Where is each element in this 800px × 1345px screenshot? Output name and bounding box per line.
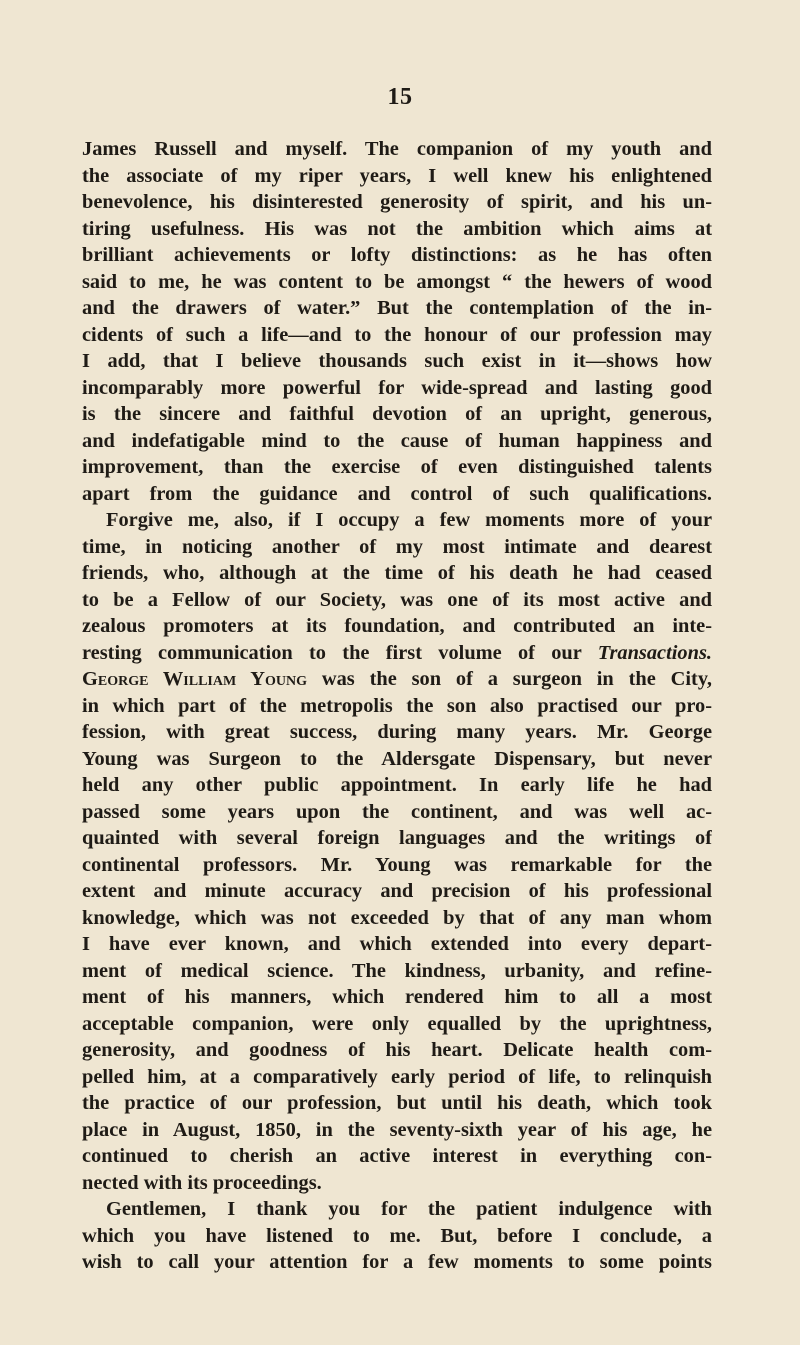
text-segment: was the son of a surgeon in the City, bbox=[307, 668, 712, 690]
text-line: benevolence, his disinterested generosity of spirit, and his un- bbox=[82, 191, 712, 213]
text-line: tiring usefulness. His was not the ambition which aims at bbox=[82, 217, 712, 240]
text-line: Young was Surgeon to the Aldersgate Dispensary, but never bbox=[82, 747, 712, 770]
text-line: ment of medical science. The kindness, urbanity, and refine- bbox=[82, 959, 712, 982]
text-line-with-name bbox=[82, 666, 712, 693]
text-line: acceptable companion, were only equalled by the uprightness, bbox=[82, 1012, 712, 1035]
text-line: cidents of such a life—and to the honour of our profession may bbox=[82, 323, 712, 346]
text-line: Gentlemen, I thank you for the patient indulgence with bbox=[106, 1198, 712, 1220]
text-line: said to me, he was content to be amongst “ the hewers of wood bbox=[82, 270, 712, 293]
text-line: time, in noticing another of my most intimate and dearest bbox=[82, 535, 712, 558]
body-text bbox=[82, 136, 712, 1276]
text-line: continental professors. Mr. Young was remarkable for the bbox=[82, 853, 712, 876]
text-line: fession, with great success, during many years. Mr. George bbox=[82, 721, 712, 743]
paragraph-1 bbox=[82, 136, 712, 507]
text-line: friends, who, although at the time of his death he had ceased bbox=[82, 562, 712, 584]
text-line: apart from the guidance and control of such qualifications. bbox=[82, 482, 712, 505]
text-line: extent and minute accuracy and precision of his professional bbox=[82, 880, 712, 902]
page-number: 15 bbox=[387, 84, 413, 110]
text-line: the practice of our profession, but until his death, which took bbox=[82, 1092, 712, 1114]
text-line: generosity, and goodness of his heart. Delicate health com- bbox=[82, 1039, 712, 1061]
text-line: and the drawers of water.” But the contemplation of the in- bbox=[82, 297, 712, 319]
text-line: the associate of my riper years, I well knew his enlightened bbox=[82, 164, 712, 187]
text-line: passed some years upon the continent, and was well ac- bbox=[82, 800, 712, 823]
text-line: incomparably more powerful for wide-spread and lasting good bbox=[82, 376, 712, 399]
text-line: I add, that I believe thousands such exist in it—shows how bbox=[82, 350, 712, 372]
text-line: continued to cherish an active interest in everything con- bbox=[82, 1145, 712, 1167]
text-line: ment of his manners, which rendered him to all a most bbox=[82, 986, 712, 1008]
text-line: in which part of the metropolis the son also practised our pro- bbox=[82, 694, 712, 717]
text-line: wish to call your attention for a few moments to some points bbox=[82, 1251, 712, 1273]
text-line: I have ever known, and which extended into every depart- bbox=[82, 933, 712, 955]
text-line-with-title bbox=[82, 640, 712, 667]
text-line: zealous promoters at its foundation, and contributed an inte- bbox=[82, 615, 712, 637]
paragraph-2 bbox=[82, 507, 712, 1196]
text-line: improvement, than the exercise of even distinguished talents bbox=[82, 456, 712, 478]
text-line: which you have listened to me. But, before I conclude, a bbox=[82, 1224, 712, 1247]
person-name: George William Young bbox=[82, 668, 308, 690]
text-segment: resting communication to the first volume of our bbox=[82, 641, 598, 664]
text-line: quainted with several foreign languages and the writings of bbox=[82, 827, 712, 849]
text-line: brilliant achievements or lofty distinctions: as he has often bbox=[82, 244, 712, 266]
text-line: Forgive me, also, if I occupy a few moments more of your bbox=[106, 509, 712, 531]
text-line: nected with its proceedings. bbox=[82, 1171, 322, 1194]
journal-title: Transactions. bbox=[597, 641, 712, 664]
text-line: place in August, 1850, in the seventy-sixth year of his age, he bbox=[82, 1118, 712, 1141]
text-line: held any other public appointment. In early life he had bbox=[82, 774, 712, 796]
text-line: James Russell and myself. The companion of my youth and bbox=[82, 138, 712, 160]
text-line: to be a Fellow of our Society, was one of its most active and bbox=[82, 588, 712, 611]
text-line: is the sincere and faithful devotion of an upright, generous, bbox=[82, 403, 712, 425]
paragraph-3 bbox=[82, 1196, 712, 1276]
text-line: pelled him, at a comparatively early period of life, to relinquish bbox=[82, 1065, 712, 1088]
text-line: knowledge, which was not exceeded by that of any man whom bbox=[82, 906, 712, 929]
text-line: and indefatigable mind to the cause of human happiness and bbox=[82, 429, 712, 452]
